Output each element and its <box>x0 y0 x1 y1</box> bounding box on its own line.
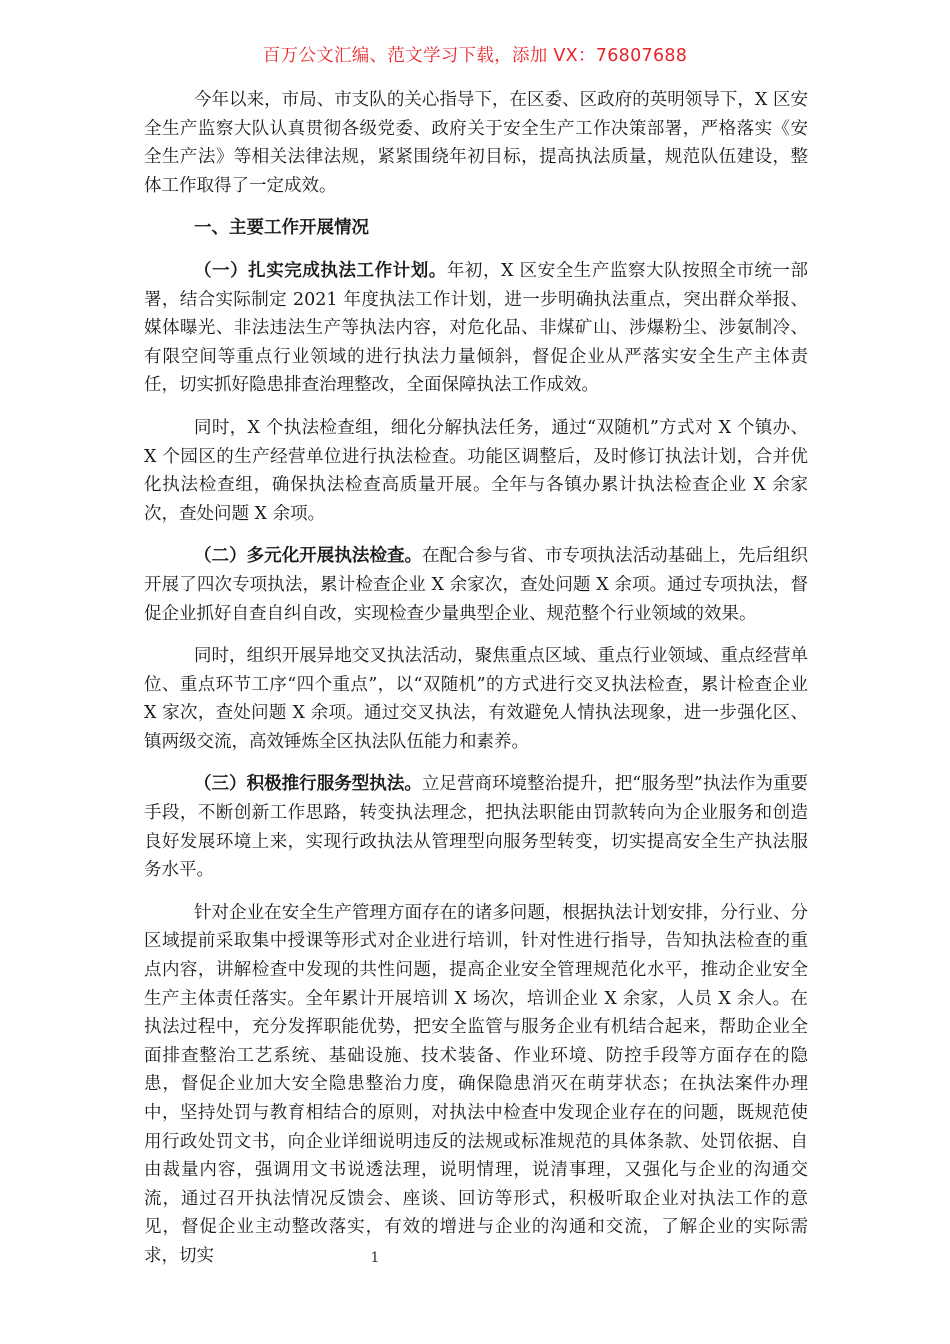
item3-lead: （三）积极推行服务型执法。 <box>194 774 422 795</box>
item3-text: 立足营商环境整治提升，把“服务型”执法作为重要手段，不断创新工作思路，转变执法理念，把执法职能由罚款转向为企业服务和创造良好发展环境上来，实现行政执法从管理型向服务型转变，切实提高安全生产执法服务水平。 <box>144 774 808 881</box>
item2-lead: （二）多元化开展执法检查。 <box>194 546 423 567</box>
item2-paragraph-2: 同时，组织开展异地交叉执法活动，聚焦重点区域、重点行业领域、重点经营单位、重点环节工序“四个重点”，以“双随机”的方式进行交叉执法检查，累计检查企业 X 家次，查处问题 X 余项。通过交叉执法，有效避免人情执法现象，进一步强化区、镇两级交流，高效锤炼全区执法队伍能力和素养。 <box>144 646 808 752</box>
item3-paragraph-2: 针对企业在安全生产管理方面存在的诸多问题，根据执法计划安排，分行业、分区域提前采取集中授课等形式对企业进行培训，针对性进行指导，告知执法检查的重点内容，讲解检查中发现的共性问题，提高企业安全管理规范化水平，推动企业安全生产主体责任落实。全年累计开展培训 X 场次，培训企业 X 余家，人员 X 余人。在执法过程中，充分发挥职能优势，把安全监管与服务企业有机结合起来，帮助企业全面排查整治工艺系统、基础设施、技术装备、作业环境、防控手段等方面存在的隐患，督促企业加大安全隐患整治力度，确保隐患消灭在萌芽状态；在执法案件办理中，坚持处罚与教育相结合的原则，对执法中检查中发现企业存在的问题，既规范使用行政处罚文书，向企业详细说明违反的法规或标准规范的具体条款、处罚依据、自由裁量内容，强调用文书说透法理，说明情理，说清事理，又强化与企业的沟通交流，通过召开执法情况反馈会、座谈、回访等形式，积极听取企业对执法工作的意见，督促企业主动整改落实，有效的增进与企业的沟通和交流，了解企业的实际需求，切实 <box>144 902 808 1266</box>
item1-paragraph <box>144 257 808 400</box>
header-banner: 百万公文汇编、范文学习下载，添加 VX：76807688 <box>262 46 688 66</box>
intro-paragraph: 今年以来，市局、市支队的关心指导下，在区委、区政府的英明领导下，X 区安全生产监察大队认真贯彻各级党委、政府关于安全生产工作决策部署，严格落实《安全生产法》等相关法律法规，紧紧围绕年初目标，提高执法质量，规范队伍建设，整体工作取得了一定成效。 <box>144 90 808 196</box>
page-number: 1 <box>370 1250 380 1266</box>
item1-lead: （一）扎实完成执法工作计划。 <box>194 260 447 281</box>
item2-text: 在配合参与省、市专项执法活动基础上，先后组织开展了四次专项执法，累计检查企业 X 余家次，查处问题 X 余项。通过专项执法，督促企业抓好自查自纠自改，实现检查少量典型企业、规范整个行业领域的效果。 <box>144 546 809 624</box>
item1-paragraph-2: 同时，X 个执法检查组，细化分解执法任务，通过“双随机”方式对 X 个镇办、X 个园区的生产经营单位进行执法检查。功能区调整后，及时修订执法计划，合并优化执法检查组，确保执法检查高质量开展。全年与各镇办累计执法检查企业 X 余家次，查处问题 X 余项。 <box>144 417 808 524</box>
item2-paragraph <box>144 542 808 628</box>
document-body <box>144 86 808 1285</box>
item1-text: 年初，X 区安全生产监察大队按照全市统一部署，结合实际制定 2021 年度执法工作计划，进一步明确执法重点，突出群众举报、媒体曝光、非法违法生产等执法内容，对危化品、非煤矿山、涉爆粉尘、涉氨制冷、有限空间等重点行业领域的进行执法力量倾斜，督促企业从严落实安全生产主体责任，切实抓好隐患排查治理整改，全面保障执法工作成效。 <box>144 260 808 396</box>
section-heading: 一、主要工作开展情况 <box>194 218 369 239</box>
item3-paragraph <box>144 770 808 884</box>
